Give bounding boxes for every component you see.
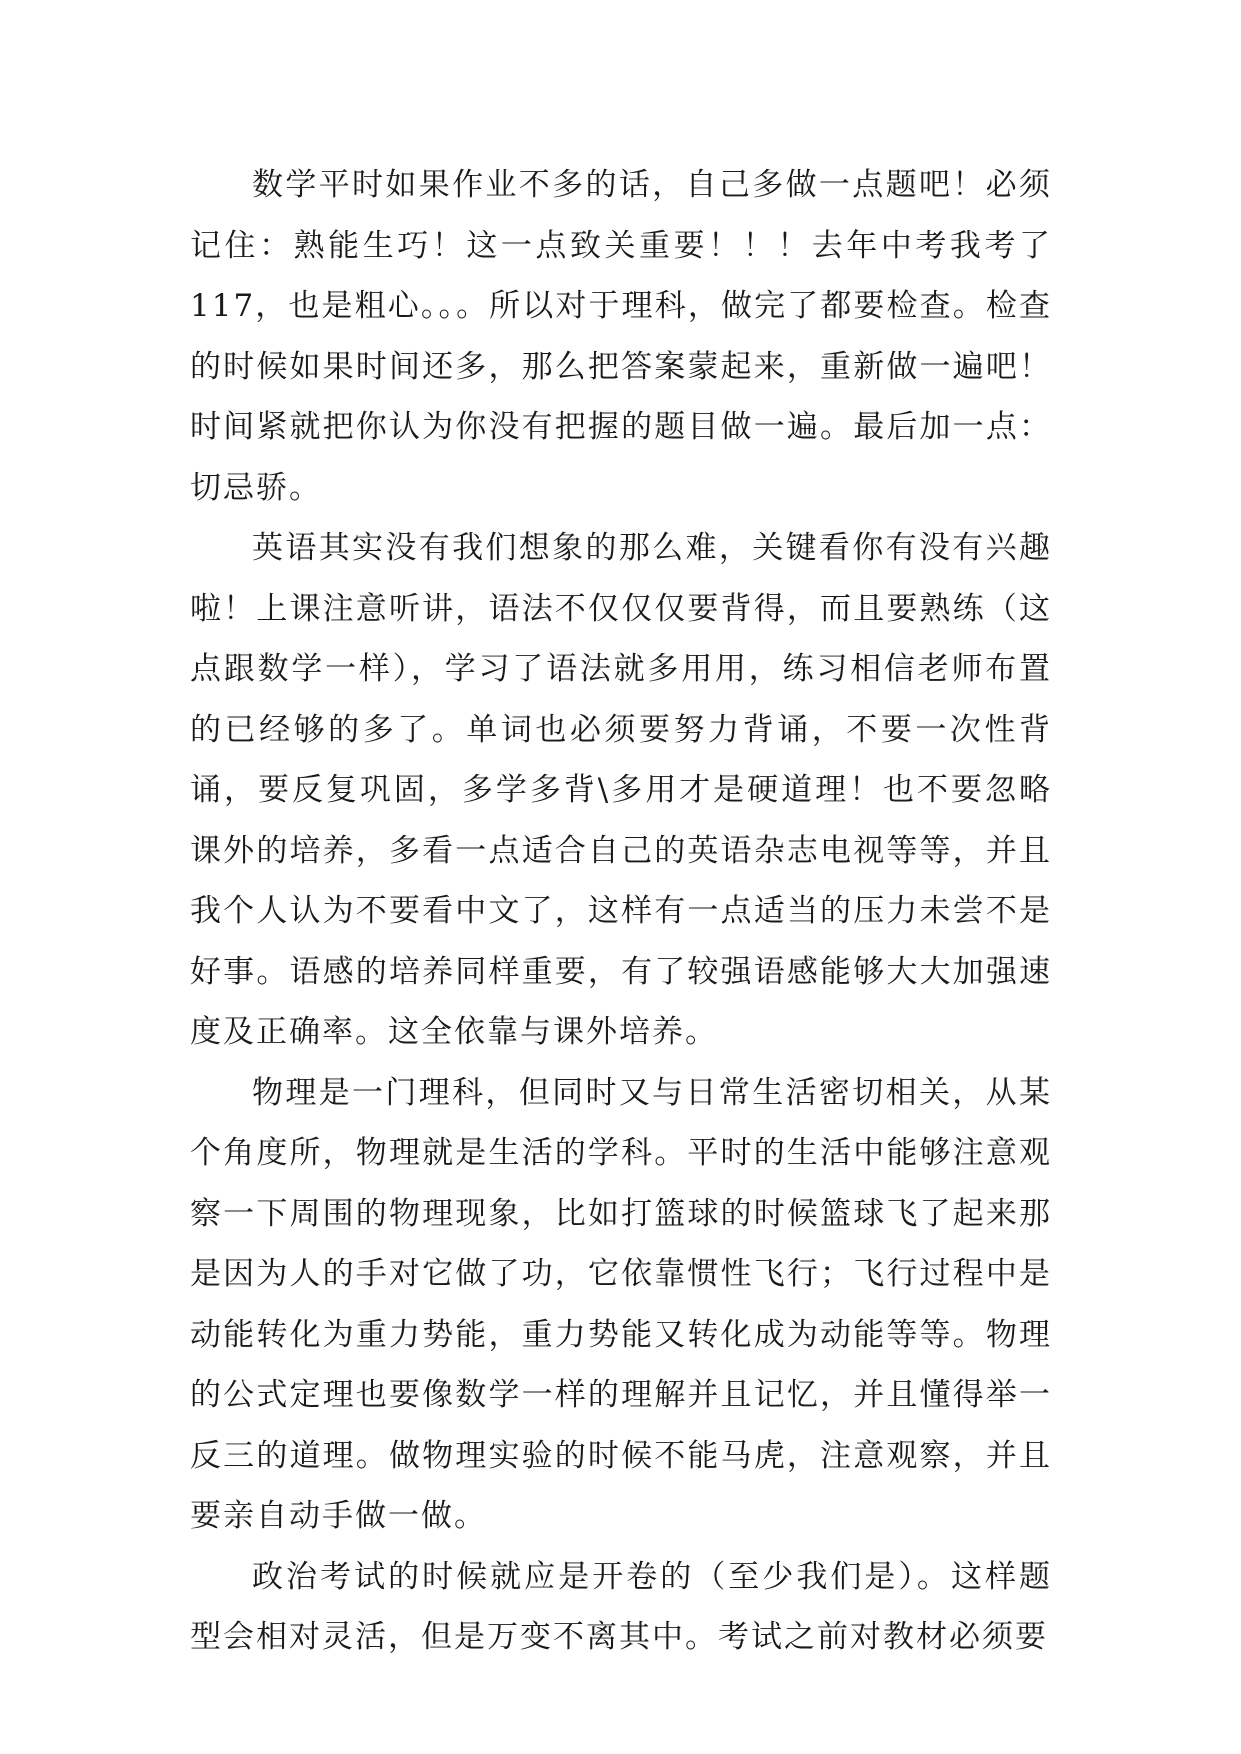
document-body [190,155,1052,1668]
paragraph-english: 英语其实没有我们想象的那么难，关键看你有没有兴趣啦！上课注意听讲，语法不仅仅仅要背得，而且要熟练（这点跟数学一样），学习了语法就多用用，练习相信老师布置的已经够的多了。单词也必须要努力背诵，不要一次性背诵，要反复巩固，多学多背\多用才是硬道理！也不要忽略课外的培养，多看一点适合自己的英语杂志电视等等，并且我个人认为不要看中文了，这样有一点适当的压力未尝不是好事。语感的培养同样重要，有了较强语感能够大大加强速度及正确率。这全依靠与课外培养。 [190,530,1052,1050]
paragraph-math: 数学平时如果作业不多的话，自己多做一点题吧！必须记住：熟能生巧！这一点致关重要！！！去年中考我考了117，也是粗心。。。所以对于理科，做完了都要检查。检查的时候如果时间还多，那么把答案蒙起来，重新做一遍吧！时间紧就把你认为你没有把握的题目做一遍。最后加一点：切忌骄。 [190,167,1052,506]
paragraph-physics: 物理是一门理科，但同时又与日常生活密切相关，从某个角度所，物理就是生活的学科。平时的生活中能够注意观察一下周围的物理现象，比如打篮球的时候篮球飞了起来那是因为人的手对它做了功，它依靠惯性飞行；飞行过程中是动能转化为重力势能，重力势能又转化成为动能等等。物理的公式定理也要像数学一样的理解并且记忆，并且懂得举一反三的道理。做物理实验的时候不能马虎，注意观察，并且要亲自动手做一做。 [190,1074,1052,1534]
paragraph-politics: 政治考试的时候就应是开卷的（至少我们是）。这样题型会相对灵活，但是万变不离其中。考试之前对教材必须要 [190,1558,1052,1655]
